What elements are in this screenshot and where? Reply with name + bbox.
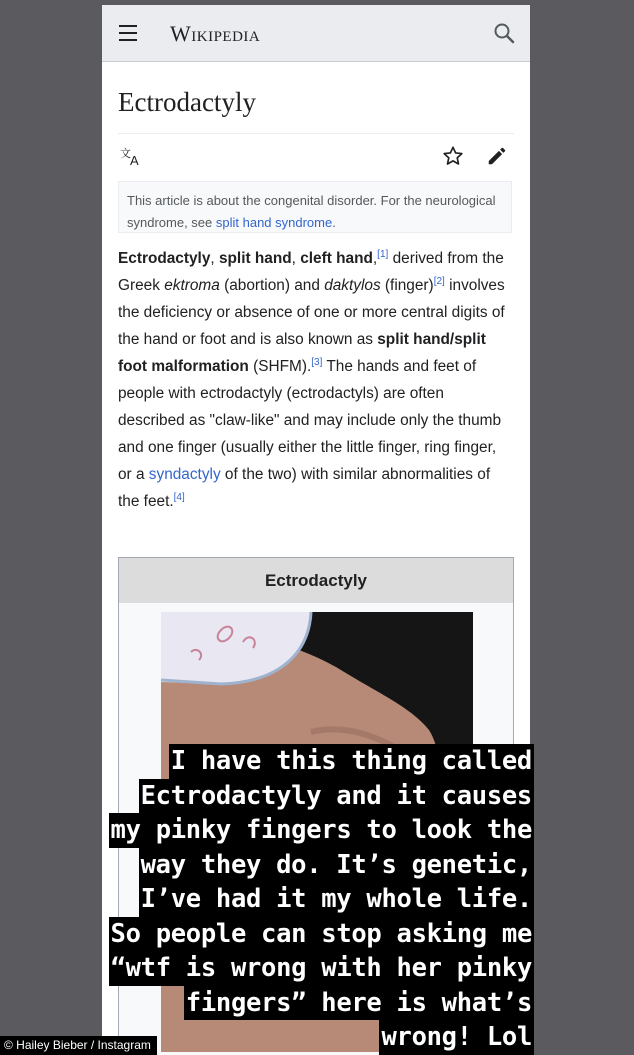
hatnote-suffix: . (332, 215, 336, 230)
reference-2[interactable]: [2] (433, 276, 445, 287)
split-hand-syndrome-link[interactable]: split hand syndrome (215, 215, 333, 230)
header-bar (102, 5, 530, 62)
term-shfm: split hand/split foot malformation (118, 331, 486, 375)
term-ektroma: ektroma (164, 277, 220, 294)
caption-line: fingers” here is what’s (184, 986, 534, 1021)
hatnote-text: This article is about the congenital disorder. For the neurological syndrome, see (127, 193, 496, 230)
page-title: Ectrodactyly (118, 87, 256, 117)
text-run: , (291, 250, 301, 267)
edit-pencil-icon[interactable] (486, 145, 508, 167)
svg-text:文: 文 (120, 147, 131, 160)
caption-line: I have this thing called (169, 744, 534, 779)
hatnote (118, 181, 512, 233)
text-run: (abortion) and (219, 277, 325, 294)
reference-4[interactable]: [4] (173, 492, 185, 503)
text-run: of the two) with similar abnormalities of the feet. (118, 466, 491, 510)
language-icon[interactable] (120, 145, 144, 171)
text-run: , (210, 250, 219, 267)
text-run: The hands and feet of people with ectrodactyly (ectrodactyls) are often described as "claw-like" and may include only the thumb and one finger (usually either the little finger, ring finger, or a (118, 358, 502, 483)
story-caption (109, 744, 534, 1055)
term-split-hand: split hand (218, 250, 292, 267)
syndactyly-link[interactable]: syndactyly (148, 466, 221, 483)
menu-icon[interactable] (117, 23, 139, 43)
text-run: , (372, 250, 378, 267)
wikipedia-wordmark[interactable]: Wikipedia (170, 21, 261, 46)
reference-1[interactable]: [1] (377, 249, 389, 260)
text-run: (finger) (380, 277, 434, 294)
caption-line: my pinky fingers to look the (109, 813, 534, 848)
search-icon[interactable] (492, 21, 516, 45)
caption-line: I’ve had it my whole life. (139, 882, 534, 917)
caption-line: So people can stop asking me (109, 917, 534, 952)
text-run: involves the deficiency or absence of one or more central digits of the hand or foot and is also known as (118, 277, 505, 348)
caption-line: way they do. It’s genetic, (139, 848, 534, 883)
lead-paragraph (118, 245, 514, 515)
text-run: derived from the Greek (118, 250, 504, 294)
term-cleft-hand: cleft hand (300, 250, 373, 267)
title-divider (118, 133, 514, 134)
svg-text:A: A (130, 153, 139, 167)
reference-3[interactable]: [3] (311, 357, 323, 368)
text-run: (SHFM). (248, 358, 312, 375)
term-daktylos: daktylos (324, 277, 381, 294)
caption-line: Ectrodactyly and it causes (139, 779, 534, 814)
star-icon[interactable] (442, 145, 464, 167)
photo-credit: © Hailey Bieber / Instagram (0, 1036, 157, 1055)
infobox-title: Ectrodactyly (119, 558, 513, 603)
term-ectrodactyly: Ectrodactyly (118, 250, 211, 267)
caption-line: “wtf is wrong with her pinky (109, 951, 534, 986)
caption-line: wrong! Lol (379, 1020, 534, 1055)
